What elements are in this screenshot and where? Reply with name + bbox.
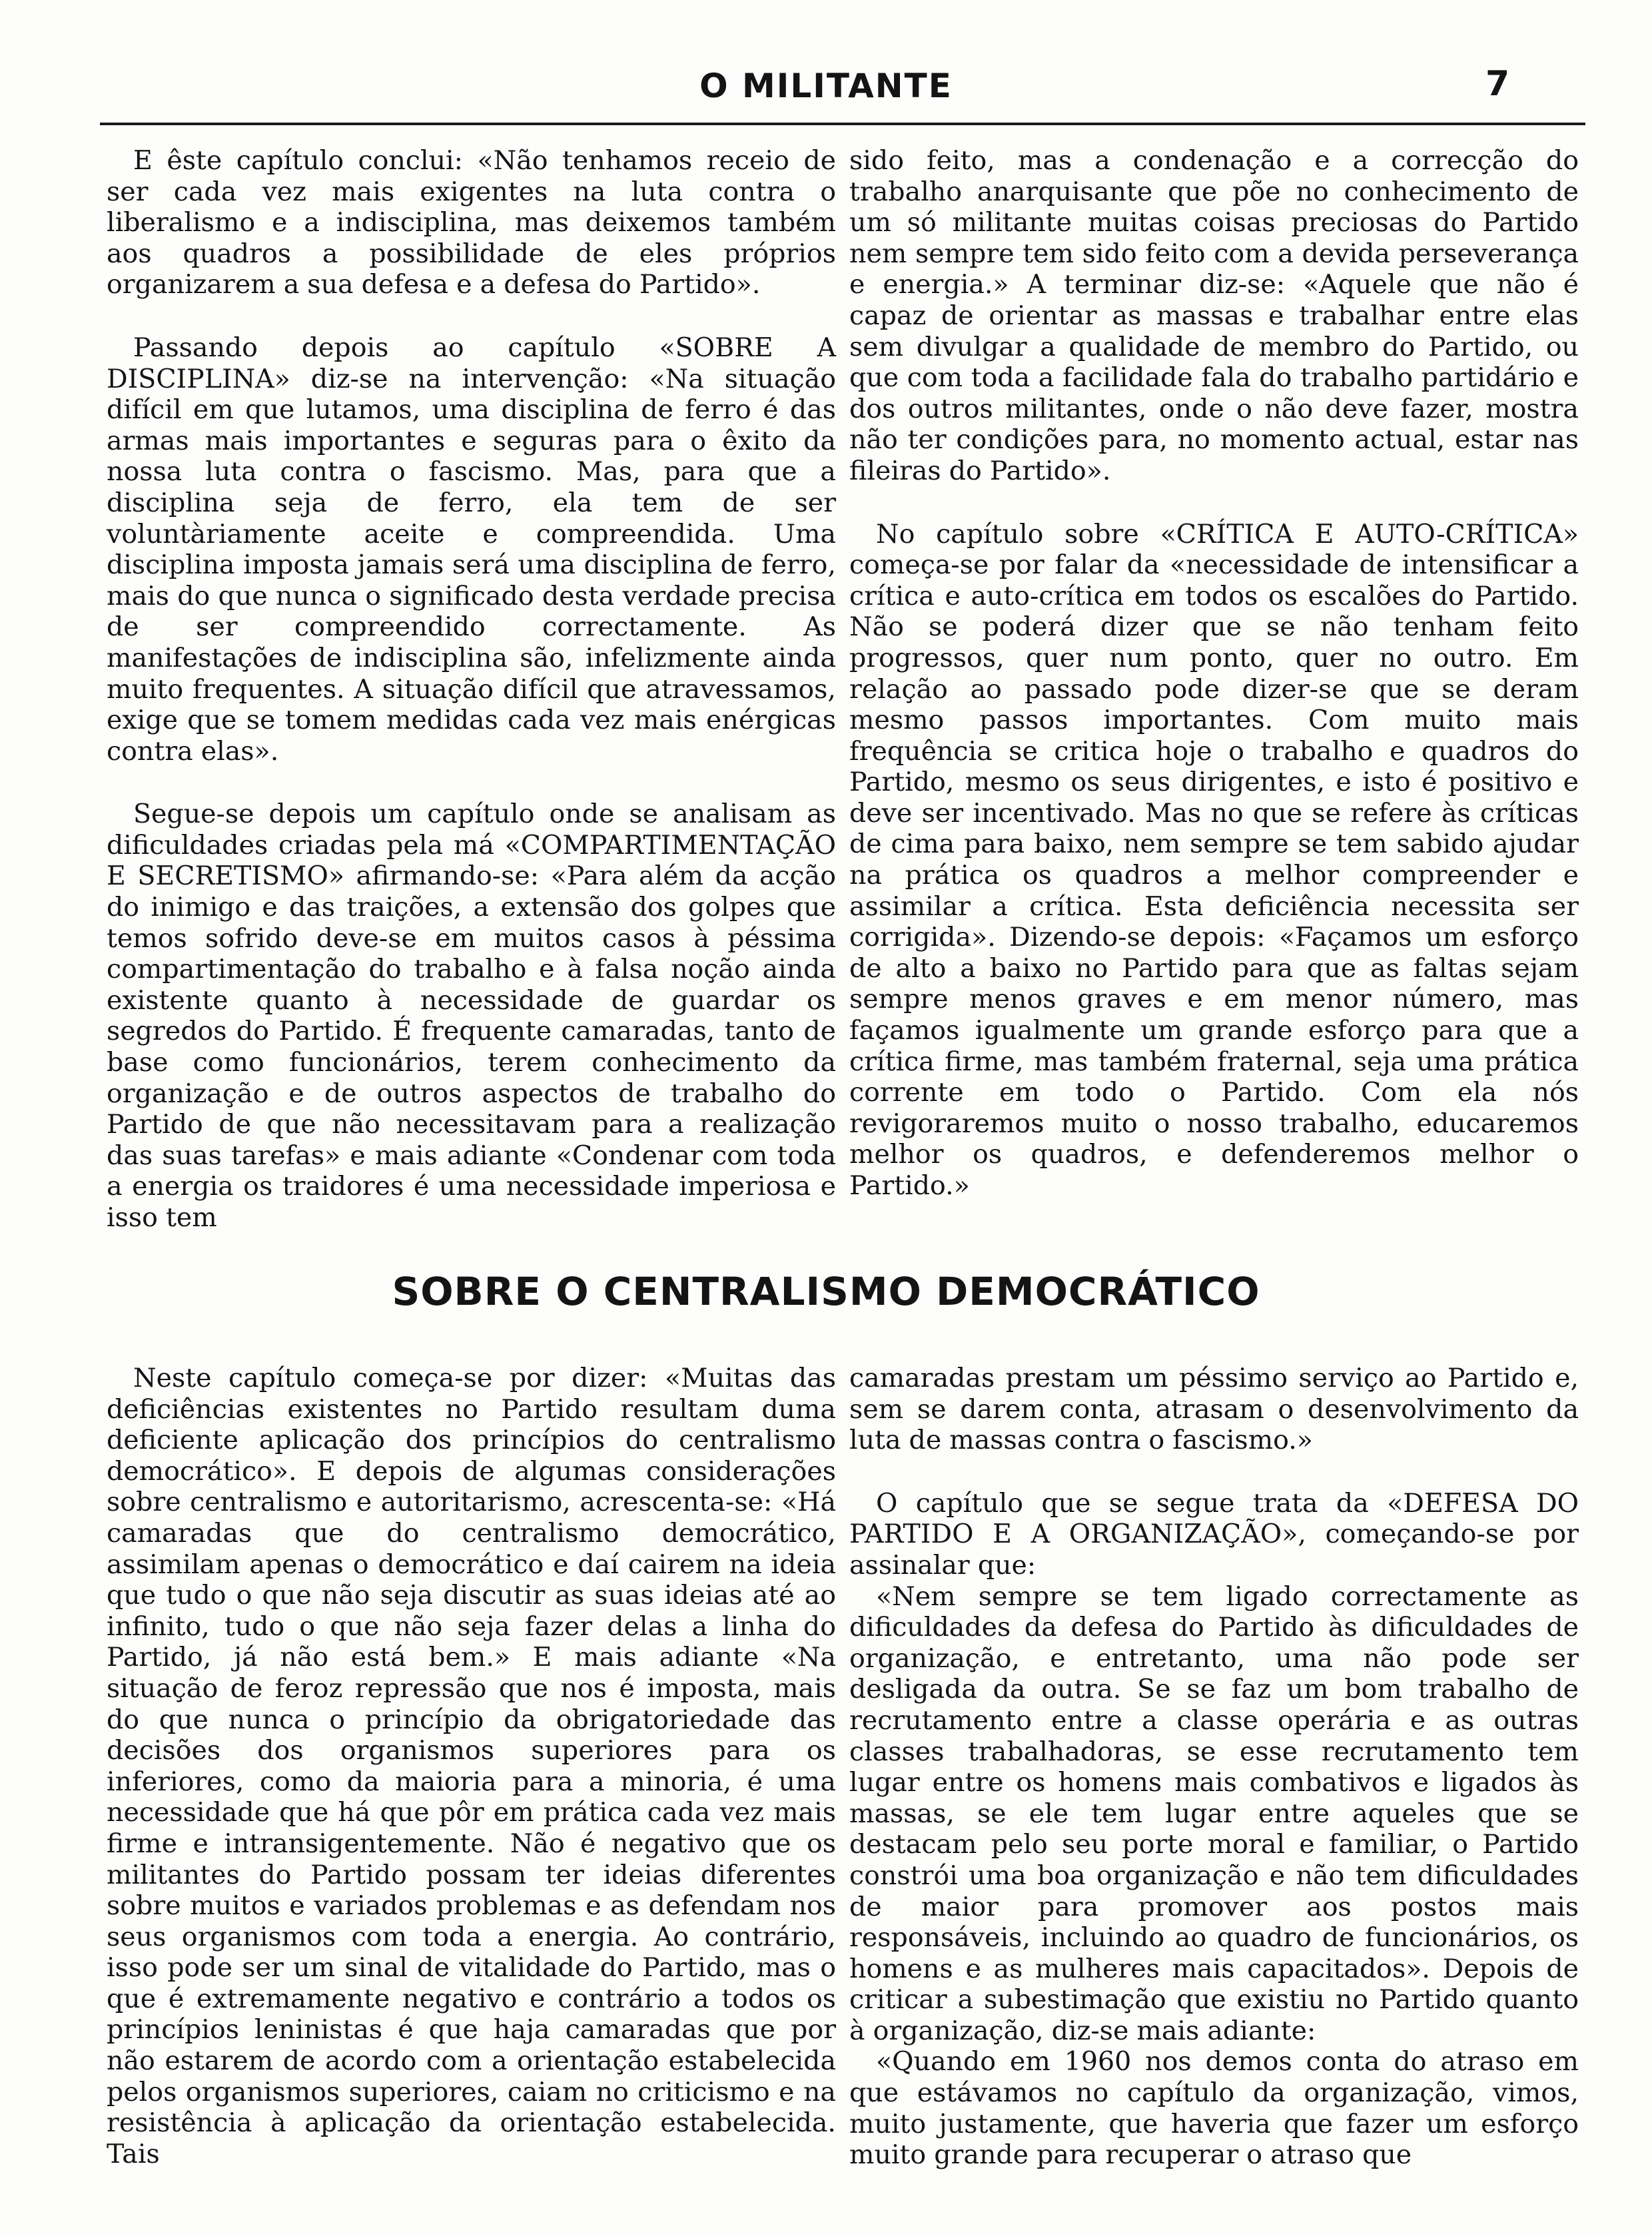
paragraph: Segue-se depois um capítulo onde se analisam as dificuldades criadas pela má «COMPARTIMENTAÇÃO E SECRETISMO» afirmando-se: «Para além da acção do inimigo e das traições, a extensão dos golpes que temos sofrido deve-se em muitos casos à péssima compartimentação do trabalho e à falsa noção ainda existente quanto à necessidade de guardar os segredos do Partido. É frequente camaradas, tanto de base como funcionários, terem conhecimento da organização e de outros aspectos de trabalho do Partido de que não necessitavam para a realização das suas tarefas» e mais adiante «Condenar com toda a energia os traidores é uma necessidade imperiosa e isso tem [107,799,836,1233]
column-bottom-left [107,1363,836,2169]
paragraph: Passando depois ao capítulo «SOBRE A DISCIPLINA» diz-se na intervenção: «Na situação difícil em que lutamos, uma disciplina de ferro é das armas mais importantes e seguras para o êxito da nossa luta contra o fascismo. Mas, para que a disciplina seja de ferro, ela tem de ser voluntàriamente aceite e compreendida. Uma disciplina imposta jamais será uma disciplina de ferro, mais do que nunca o significado desta verdade precisa de ser compreendido correctamente. As manifestações de indisciplina são, infelizmente ainda muito frequentes. A situação difícil que atravessamos, exige que se tomem medidas cada vez mais enérgicas contra elas». [107,332,836,767]
paragraph: No capítulo sobre «CRÍTICA E AUTO-CRÍTICA» começa-se por falar da «necessidade de intensificar a crítica e auto-crítica em todos os escalões do Partido. Não se poderá dizer que se não tenham feito progressos, quer num ponto, quer no outro. Em relação ao passado pode dizer-se que se deram mesmo passos importantes. Com muito mais frequência se critica hoje o trabalho e quadros do Partido, mesmo os seus dirigentes, e isto é positivo e deve ser incentivado. Mas no que se refere às críticas de cima para baixo, nem sempre se tem sabido ajudar na prática os quadros a melhor compreender e assimilar a crítica. Esta deficiência necessita ser corrigida». Dizendo-se depois: «Façamos um esforço de alto a baixo no Partido para que as faltas sejam sempre menos graves e em menor número, mas façamos igualmente um grande esforço para que a crítica firme, mas também fraternal, seja uma prática corrente em todo o Partido. Com ela nós revigoraremos muito o nosso trabalho, educaremos melhor os quadros, e defenderemos melhor o Partido.» [849,518,1579,1201]
paragraph: «Quando em 1960 nos demos conta do atraso em que estávamos no capítulo da organização, vimos, muito justamente, que haveria que fazer um esforço muito grande para recuperar o atraso que [849,2046,1579,2171]
paragraph: O capítulo que se segue trata da «DEFESA DO PARTIDO E A ORGANIZAÇÃO», começando-se por assinalar que: [849,1487,1579,1581]
paragraph-gap [849,1456,1579,1488]
header-rule [100,123,1585,125]
column-bottom-right [849,1363,1579,2171]
paragraph: «Nem sempre se tem ligado correctamente as dificuldades da defesa do Partido às dificuldades de organização, e entretanto, uma não pode ser desligada da outra. Se se faz um bom trabalho de recrutamento entre a classe operária e as outras classes trabalhadoras, se esse recrutamento tem lugar entre os homens mais combativos e ligados às massas, se ele tem lugar entre aqueles que se destacam pelo seu porte moral e familiar, o Partido constrói uma boa organização e não tem dificuldades de maior para promover aos postos mais responsáveis, incluindo ao quadro de funcionários, os homens e as mulheres mais capacitados». Depois de criticar a subestimação que existiu no Partido quanto à organização, diz-se mais adiante: [849,1581,1579,2046]
paragraph-gap [849,487,1579,519]
column-top-right [849,145,1579,1202]
page-number: 7 [1485,64,1510,104]
paragraph-gap [107,300,836,332]
paragraph: E êste capítulo conclui: «Não tenhamos receio de ser cada vez mais exigentes na luta contra o liberalismo e a indisciplina, mas deixemos também aos quadros a possibilidade de eles próprios organizarem a sua defesa e a defesa do Partido». [107,145,836,300]
paragraph: Neste capítulo começa-se por dizer: «Muitas das deficiências existentes no Partido resultam duma deficiente aplicação dos princípios do centralismo democrático». E depois de algumas considerações sobre centralismo e autoritarismo, acrescenta-se: «Há camaradas que do centralismo democrático, assimilam apenas o democrático e daí cairem na ideia que tudo o que não seja discutir as suas ideias até ao infinito, tudo o que não seja fazer delas a linha do Partido, já não está bem.» E mais adiante «Na situação de feroz repressão que nos é imposta, mais do que nunca o princípio da obrigatoriedade das decisões dos organismos superiores para os inferiores, como da maioria para a minoria, é uma necessidade que há que pôr em prática cada vez mais firme e intransigentemente. Não é negativo que os militantes do Partido possam ter ideias diferentes sobre muitos e variados problemas e as defendam nos seus organismos com toda a energia. Ao contrário, isso pode ser um sinal de vitalidade do Partido, mas o que é extremamente negativo e contrário a todos os princípios leninistas é que haja camaradas que por não estarem de acordo com a orientação estabelecida pelos organismos superiores, caiam no criticismo e na resistência à aplicação da orientação estabelecida. Tais [107,1363,836,2169]
section-heading: SOBRE O CENTRALISMO DEMOCRÁTICO [392,1269,1260,1314]
paragraph: camaradas prestam um péssimo serviço ao Partido e, sem se darem conta, atrasam o desenvolvimento da luta de massas contra o fascismo.» [849,1363,1579,1456]
publication-title: O MILITANTE [699,67,953,105]
column-top-left [107,145,836,1234]
paragraph: sido feito, mas a condenação e a correcção do trabalho anarquisante que põe no conhecimento de um só militante muitas coisas preciosas do Partido nem sempre tem sido feito com a devida perseverança e energia.» A terminar diz-se: «Aquele que não é capaz de orientar as massas e trabalhar entre elas sem divulgar a qualidade de membro do Partido, ou que com toda a facilidade fala do trabalho partidário e dos outros militantes, onde o não deve fazer, mostra não ter condições para, no momento actual, estar nas fileiras do Partido». [849,145,1579,486]
paragraph-gap [107,767,836,799]
